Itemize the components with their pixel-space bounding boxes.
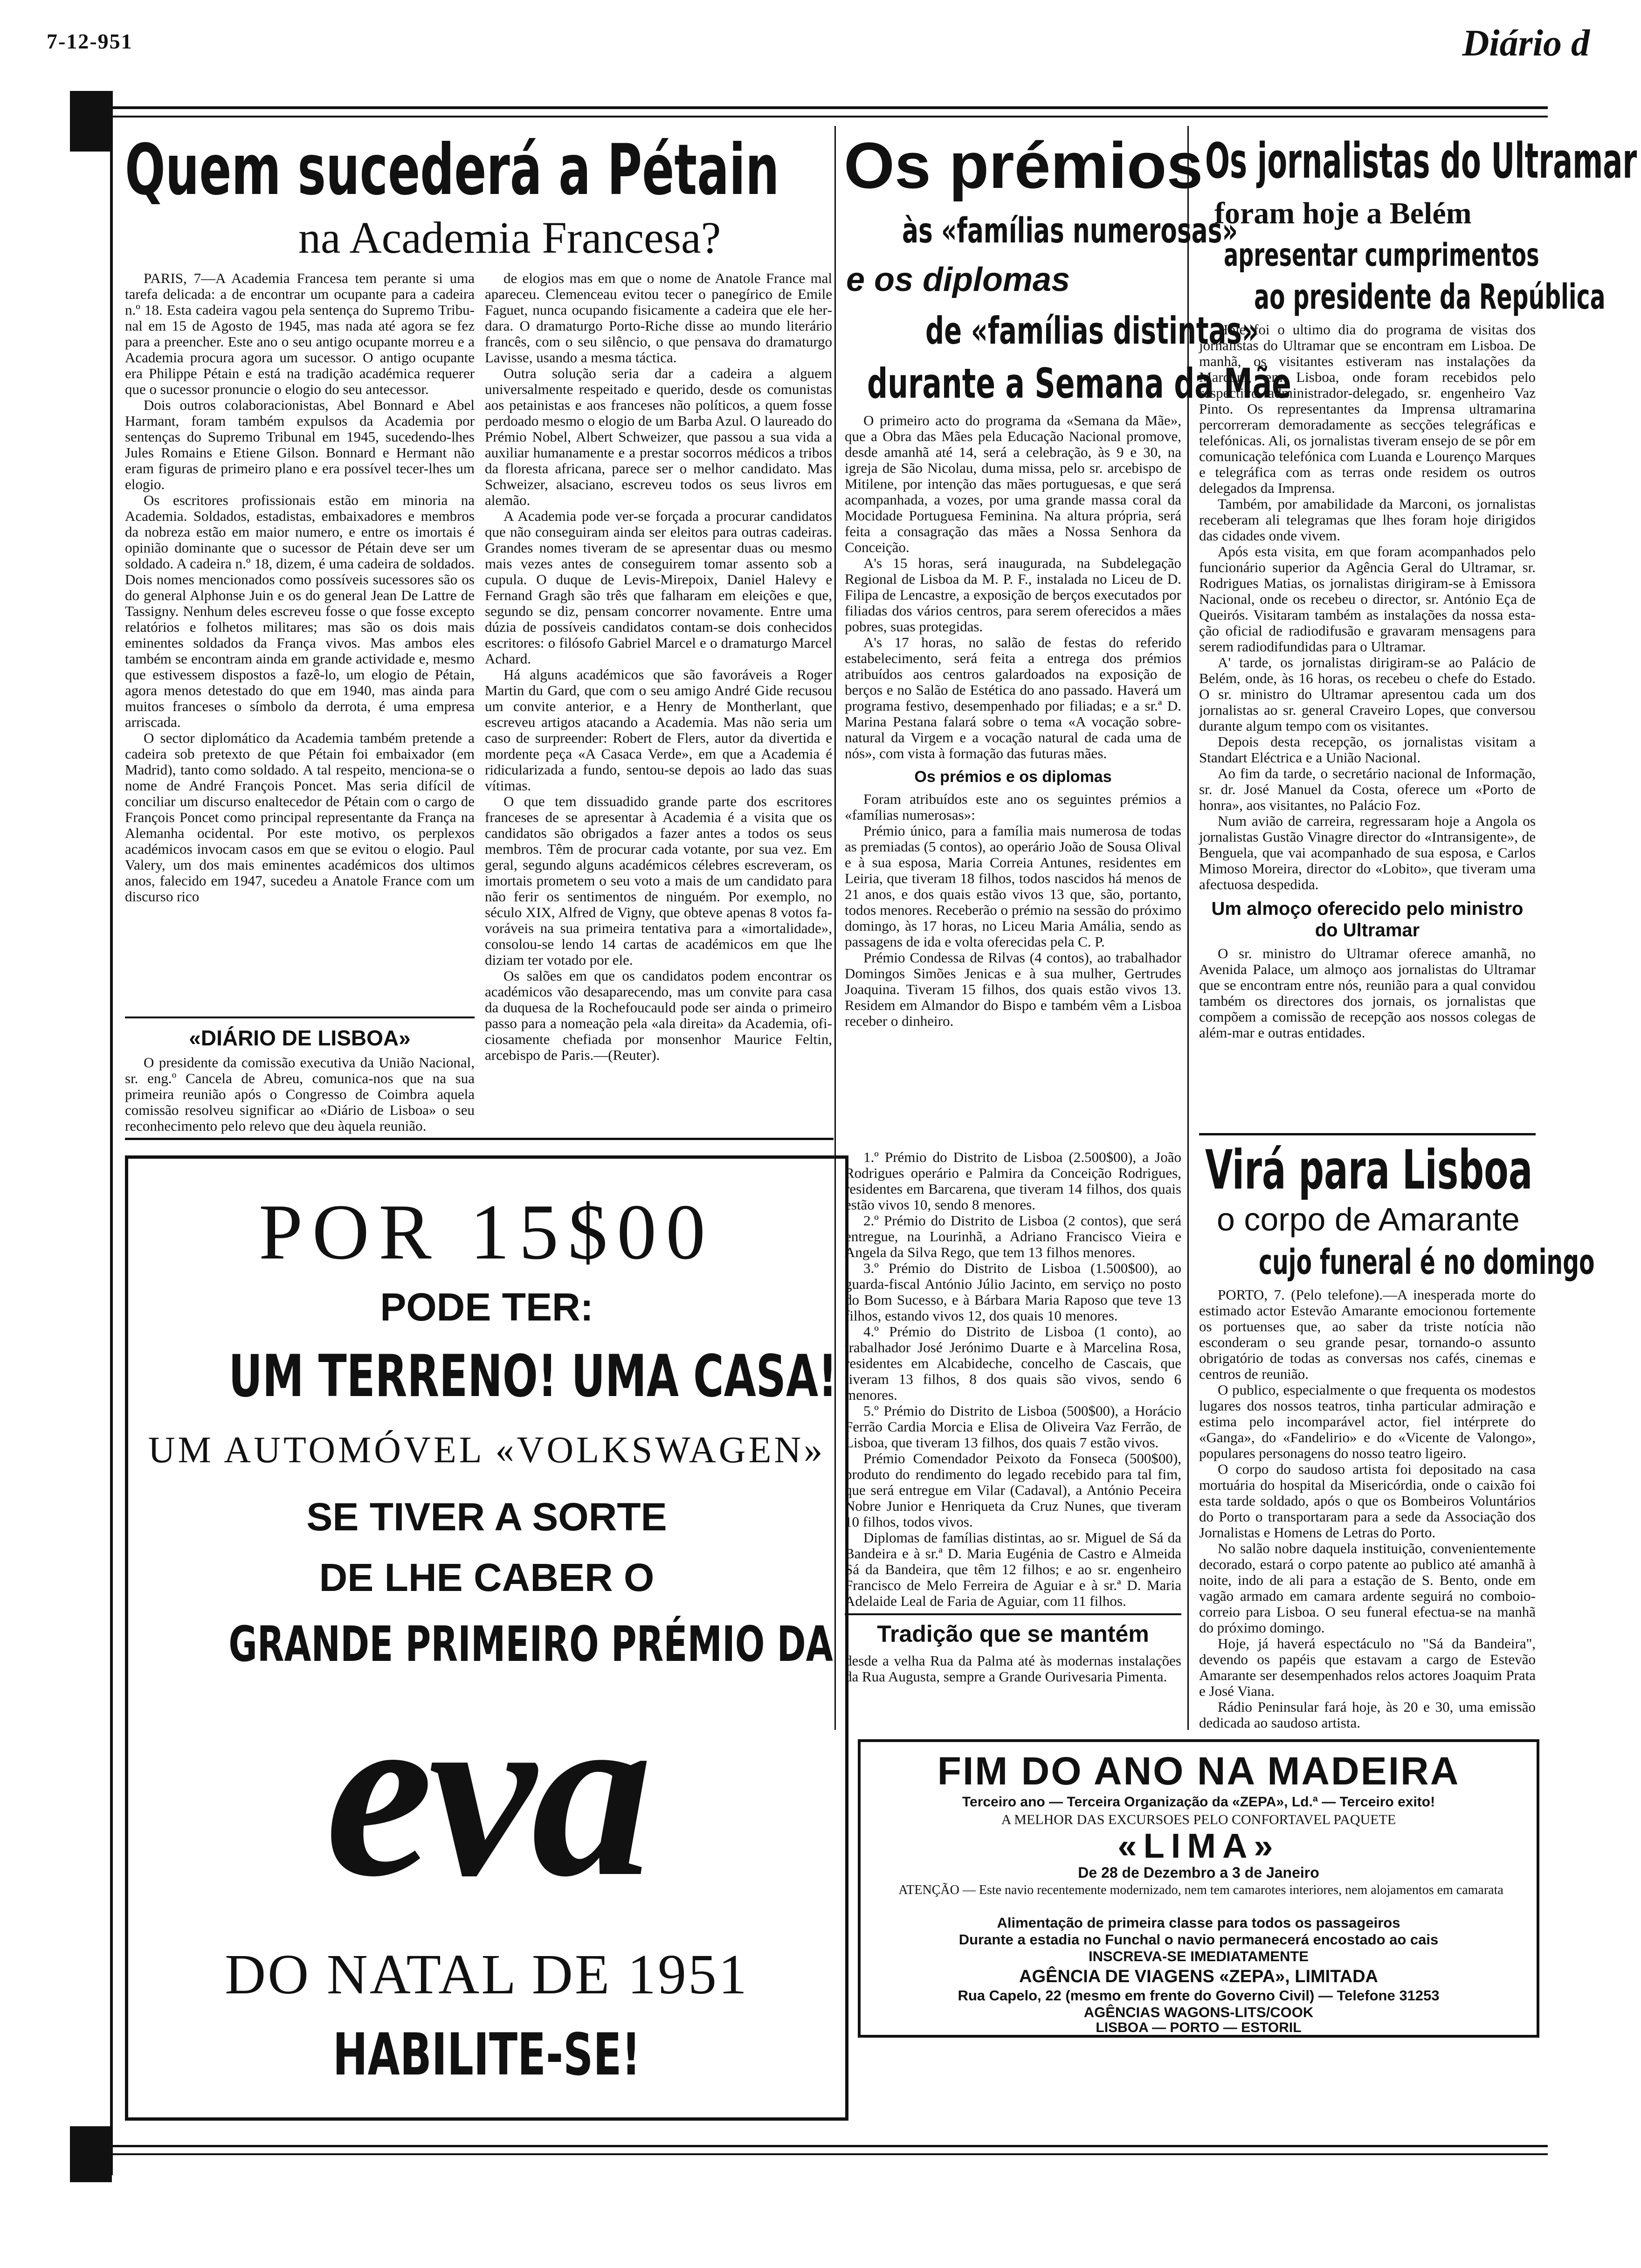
premios-paragraph: Prémio Comendador Peixoto da Fonseca (500$00), produto do rendimento do legado recebido para tal fim, que será entregue em Vilar (Cadaval), a António Peceira Nobre Junior e Henriqueta da Cruz Nunes, que tiveram 10 filhos, todos vivos. [845, 1450, 1181, 1530]
premios-paragraph: 2.º Prémio do Distrito de Lisboa (2 contos), que será entregue, na Lourinhã, a Adriano Francisco Vieira e Angela da Silva Rego, que tem 13 filhos menores. [845, 1212, 1181, 1260]
amarante-body [1199, 1286, 1536, 1731]
petain-paragraph: Outra solução seria dar a cadeira a alguem universalmente respeitado e querido, desde os comunistas aos petainistas e aos franceses não políticos, a quem fosse perdoado mesmo o elogio de um Barba Azul. O laureado do Prémio Nobel, Albert Schweizer, que passou a sua vida a auxiliar humanamente e a prestar socorros médicos a tribos da floresta africana, parece ser o melhor candidato. Mas Schweizer, alsaciano, escreveu todos os seus livros em alemão. [485, 365, 832, 508]
jornalistas-body [1199, 322, 1536, 1077]
bottom-rule-2 [112, 2153, 1548, 2155]
left-margin-bar-bottom [70, 2126, 112, 2182]
ad-automovel: UM AUTOMÓVEL «VOLKSWAGEN» [148, 1430, 826, 1471]
petain-paragraph: Os escritores profissionais estão em minoria na Academia. Soldados, estadistas, embaixadores e membros da nobreza estão em maior numero, e entre os imortais é opinião dominante que o sucessor de Pétain deve ser um soldado. A cadeira n.º 18, dizem, é uma cadeira de soldados. Dois nomes mencionados como possíveis sucessores são os do general Alphonse Juin e os do general Jean De Lattre de Tassigny. Nenhum deles escreveu fosse o que fosse excepto relatórios e folhetos militares; mas são os dois mais eminentes soldados da França vivos. Mas ambos eles também se encontram ainda em grande actividade e, mesmo que estivessem dispostos a fazê-lo, um elogio de Pétain, agora menos detestado do que em 1940, mas ainda para muitos franceses o símbolo da derrota, é uma empresa arriscada. [125, 492, 475, 730]
tradicao-box [845, 1653, 1181, 1704]
tradicao-rule [845, 1613, 1181, 1615]
zepa-ship-name: «LIMA» [1117, 1826, 1280, 1865]
tradicao-text: desde a velha Rua da Palma até às modernas instalações da Rua Augusta, sempre a Grande Ourivesaria Pimenta. [845, 1653, 1181, 1685]
jornalistas-subhead: Um almoço oferecido pelo ministro do Ultramar [1211, 899, 1524, 940]
premios-body [845, 413, 1181, 1149]
premios-paragraph: Prémio único, para a família mais numerosa de todas as premiadas (5 contos), ao operário João de Sousa Olival e à sua esposa, Maria Correia Antunes, residentes em Leiria, que tiveram 18 filhos, todos nascidos há menos de 21 anos, e dos quais estão vivos 13 que, são, portanto, todos menores. Receberão o prémio na sessão do próximo domingo, às 17 horas, no Liceu Maria Amália, sendo as passagens de ida e volta oferecidas pela C. P. [845, 823, 1181, 950]
zepa-cities: LISBOA — PORTO — ESTORIL [1096, 2020, 1302, 2035]
page-date: 7-12-951 [47, 29, 133, 53]
petain-paragraph: A Academia pode ver-se forçada a procurar candidatos que não conseguiram ainda ser eleitos para outras cadeiras. Grandes nomes tiveram de se apresentar duas ou mesmo mais vezes antes de conseguirem tomar assento sob a cupula. O duque de Levis-Mirepoix, Daniel Halevy e Fernand Gragh são três que falharam em eleições e que, segundo se diz, pensam concorrer novamente. Entre uma dúzia de possíveis candidatos contam-se dois conhecidos escritores: o filósofo Gabriel Marcel e o dramaturgo Marcel Achard. [485, 508, 832, 667]
amarante-paragraph: Hoje, já haverá espectáculo no "Sá da Bandeira", devendo os papéis que estavam a cargo de Estevão Amarante ser desempenhados relos actores Joaquim Prata e José Viana. [1199, 1635, 1536, 1699]
petain-paragraph: Há alguns académicos que são favoráveis a Roger Martin du Gard, que com o seu amigo André Gide recusou um convite anterior, e a Henry de Montherlant, que escreveu artigos atacando a Academia. Mas não seria um caso de surpreender: Robert de Flers, autor da divertida e mordente peça «A Casaca Verde», em que a Academia é ridicularizada a fundo, sentou-se depois ao lado das suas vítimas. [485, 666, 832, 794]
premios-paragraph: 3.º Prémio do Distrito de Lisboa (1.500$00), ao guarda-fiscal António Júlio Jacinto, em serviço no posto do Bom Sucesso, e à Bárbara Maria Raposo que teve 13 filhos, estando vivos 12, dos quais 10 menores. [845, 1260, 1181, 1324]
zepa-wagons-lits: AGÊNCIAS WAGONS-LITS/COOK [1083, 2004, 1314, 2020]
top-rule-1 [112, 106, 1548, 109]
premios-paragraph: 5.º Prémio do Distrito de Lisboa (500$00), a Horácio Ferrão Cardia Morcia e Elisa de Oliveira Vaz Ferrão, de Lisboa, que tiveram 13 filhos, dos quais 7 estão vivos. [845, 1403, 1181, 1451]
amarante-paragraph: PORTO, 7. (Pelo telefone).—A inesperada morte do estimado actor Estevão Amarante emocionou fortemente os portuenses que, ao saber da triste notícia não esconderam o seu grande pesar, tornando-o assunto obrigatório de todas as conversas nos cafés, cinemas e centros de reunião. [1199, 1286, 1536, 1382]
petain-subtitle: na Academia Francesa? [298, 213, 721, 263]
ad-top-rule [125, 1138, 834, 1140]
zepa-line-5: Durante a estadia no Funchal o navio permanecerá encostado ao cais [958, 1931, 1439, 1948]
jornalistas-paragraph: A' tarde, os jornalistas dirigiram-se ao Palácio de Belém, onde, às 16 horas, os recebeu o chefe do Estado. O sr. ministro do Ultramar apresentou cada um dos jornalistas ao sr. general Craveiro Lopes, que conversou durante algum tempo com os visitantes. [1199, 654, 1536, 734]
premios-sub3: de «famílias distintas» [925, 309, 1259, 353]
premios-body-cont [845, 1149, 1181, 1611]
petain-paragraph: O sector diplomático da Academia também pretende a cadeira sob pretexto de que Pétain foi embaixador (em Madrid), tanto como soldado. A tal respeito, menciona-se o nome de André François Poncet. Mas seria difícil de conciliar um discurso enaltecedor de Pétain com o cargo de François Poncet como principal representante da França na Alemanha ocidental. Por este motivo, os perplexos académicos invocam casos em que se evitou o elogio. Paul Valery, um dos mais eminentes académicos dos ultimos anos, falecido em 1947, sucedeu a Anatole France com um discurso rico [125, 730, 475, 905]
bottom-rule-1 [112, 2145, 1548, 2147]
amarante-paragraph: No salão nobre daquela instituição, convenientemente decorado, estará o corpo patente ao publico até amanhã à noite, indo de ali para a estação de S. Bento, onde em vagão armado em camara ardente seguirá no comboio-correio para Lisboa. O seu funeral efectua-se na manhã do próximo domingo. [1199, 1540, 1536, 1636]
premios-sub4: durante a Semana da Mãe [867, 360, 1291, 408]
premios-paragraph: A's 17 horas, no salão de festas do referido estabelecimento, será feita a entrega dos prémios atribuídos aos centros galardoados na exposição de berços e no Salão de Estética do ano passado. Haverá um programa festivo, desempenhado por filiadas; e a sr.ª D. Marina Pestana falará sobre o tema «A vocação sobrenatural da Virgem e a vocação natural de cada uma de nós», com vista à formação das futuras mães. [845, 634, 1181, 761]
amarante-paragraph: O publico, especialmente o que frequenta os modestos lugares dos nossos teatros, tinha particular admiração e estima pelo incomparável actor, fiel intérprete do «Ganga», do «Fandelirio» e do «Vicente de Valongo», populares personagens do nosso teatro ligeiro. [1199, 1382, 1536, 1461]
ad-pode-ter: PODE TER: [380, 1285, 593, 1329]
diario-box-text: O presidente da comissão executiva da União Nacional, sr. eng.º Cancela de Abreu, comunica-nos que na sua primeira reunião após o Congresso de Coimbra aquela comissão resolveu significar ao «Diário de Lisboa» o seu reconhecimento pelo relevo que deu àquela reunião. [125, 1054, 475, 1134]
petain-paragraph: Os salões em que os candidatos podem encontrar os académicos vão desaparecendo, mas um convite para casa da duquesa de la Rochefoucauld pode ser ainda o primeiro passo para a nomeação pela «ala direita» da Academia, oficiosamente chefiada por monsenhor Maurice Feltin, arcebispo de Paris.—(Reuter). [485, 968, 832, 1063]
zepa-line-4: Alimentação de primeira classe para todos os passageiros [997, 1915, 1400, 1931]
petain-paragraph: Dois outros colaboracionistas, Abel Bonnard e Abel Harmant, foram também expulsos da Academia por sentenças do Supremo Tribunal em 1945, sucedendo-lhes Jules Romains e Etiene Gilson. Bonnard e Hermant não eram figuras de primeiro plano e era possível tecer-lhes um elogio. [125, 397, 475, 492]
zepa-title: FIM DO ANO NA MADEIRA [937, 1749, 1460, 1793]
premios-paragraph: Diplomas de famílias distintas, ao sr. Miguel de Sá da Bandeira e à sr.ª D. Maria Eugénia de Castro e Almeida Sá da Bandeira, que têm 12 filhos; e ao sr. engenheiro Francisco de Melo Ferreira de Aguiar e à sr.ª D. Maria Adelaide Leal de Faria de Aguiar, com 11 filhos. [845, 1529, 1181, 1609]
premios-sub2: e os diplomas [846, 261, 1070, 298]
premios-paragraph: Prémio Condessa de Rilvas (4 contos), ao trabalhador Domingos Simões Jenicas e à sua mulher, Gertrudes Joaquina. Tiveram 15 filhos, dos quais estão vivos 13. Residem em Almandor do Bispo e também vêm a Lisboa receber o dinheiro. [845, 949, 1181, 1029]
petain-paragraph: de elogios mas em que o nome de Anatole France mal apareceu. Clemenceau evitou tecer o panegírico de Emile Faguet, nunca ocupando fisicamente a cadeira que ele herdara. O dramaturgo Porto-Riche disse ao mundo literário francês, com o seu silêncio, o que pensava do dramaturgo Lavisse, usando a mesma táctica. [485, 270, 832, 366]
eva-logo: eva [325, 1659, 648, 1927]
ad-terreno-casa: UM TERRENO! UMA CASA! [228, 1343, 837, 1410]
premios-paragraph: 1.º Prémio do Distrito de Lisboa (2.500$00), a João Rodrigues operário e Palmira da Conceição Rodrigues, residentes em Barcarena, que tiveram 14 filhos, dos quais estão vivos 10, sendo 8 menores. [845, 1149, 1181, 1213]
zepa-line-6: INSCREVA-SE IMEDIATAMENTE [1089, 1948, 1309, 1964]
jornalistas-paragraph: Também, por amabilidade da Marconi, os jornalistas receberam ali telegramas que lhes foram hoje dirigidos das cidades onde vivem. [1199, 496, 1536, 544]
ad-price: POR 15$00 [258, 1188, 715, 1276]
petain-paragraph: O que tem dissuadido grande parte dos escritores franceses de se apresentar à Academia é a visita que os candidatos são obrigados a fazer antes a todos os seus membros. Têm de procurar cada votante, por sua vez. Em geral, segundo alguns académicos célebres escreveram, os imortais prometem o seu voto a mais de um candidato para não ferir os sentimentos de ninguém. Por exemplo, no século XIX, Alfred de Vigny, que obteve apenas 8 votos favoráveis na sua primeira tentativa para a «imortalidade», consolou-se lendo 14 cartas de académicos em que lhe diziam ter votado por ele. [485, 793, 832, 968]
diario-box-title: «DIÁRIO DE LISBOA» [189, 1026, 411, 1050]
premios-paragraph: Foram atribuídos este ano os seguintes prémios a «famílias numerosas»: [845, 791, 1181, 823]
jornalistas-sub1: foram hoje a Belém [1214, 196, 1472, 230]
diario-box [125, 1026, 475, 1134]
petain-title: Quem sucederá a Pétain [125, 130, 779, 211]
amarante-sub2: cujo funeral é no domingo [1259, 1242, 1595, 1282]
ad-caber: DE LHE CABER O [319, 1556, 655, 1599]
jornalistas-paragraph: Depois desta recepção, os jornalistas visitam a Standart Eléctrica e a União Nacional. [1199, 733, 1536, 766]
top-rule-2 [112, 116, 1548, 118]
zepa-line-3: ATENÇÃO — Este navio recentemente modernizado, nem tem camarotes interiores, nem alojamentos em camarata [898, 1883, 1503, 1897]
left-margin-bar-top [70, 91, 112, 152]
diario-box-rule [125, 1016, 475, 1018]
jornalistas-sub2: apresentar cumprimentos [1224, 237, 1539, 274]
ad-habilite: HABILITE-SE! [332, 2021, 641, 2088]
jornalistas-sub3: ao presidente da República [1254, 277, 1606, 317]
jornalistas-paragraph: Ao fim da tarde, o secretário nacional de Informação, sr. dr. José Manuel da Costa, oferece um «Porto de honra», aos visitantes, no Palácio Foz. [1199, 765, 1536, 813]
premios-title: Os prémios [844, 129, 1203, 202]
zepa-madeira-ad [858, 1739, 1539, 2038]
jornalistas-paragraph: O sr. ministro do Ultramar oferece amanhã, no Avenida Palace, um almoço aos jornalistas do Ultramar que se encontram entre nós, reunião para a qual convidou também os directores dos jornais, os jornalistas que compõem a comissão de recepção aos nossos colegas de além-mar e outras entidades. [1199, 945, 1536, 1041]
petain-column-1 [125, 270, 475, 1012]
masthead: Diário d [1462, 23, 1590, 64]
premios-paragraph: A's 15 horas, será inaugurada, na Subdelegação Regional de Lisboa da M. P. F., instalada no Liceu de D. Filipa de Lencastre, a exposição de berços executados por filiadas dos vários centros, para serem oferecidos a mães pobres, suas protegidas. [845, 555, 1181, 635]
premios-paragraph: 4.º Prémio do Distrito de Lisboa (1 conto), ao trabalhador José Jerónimo Duarte e à Marcelina Rosa, residentes em Alcabideche, concelho de Cascais, que tiveram 13 filhos, 8 dos quais são vivos, sendo 6 menores. [845, 1323, 1181, 1403]
amarante-rule [1199, 1133, 1536, 1135]
premios-sub1: às «famílias numerosas» [902, 211, 1238, 251]
amarante-title: Virá para Lisboa [1205, 1139, 1533, 1202]
eva-lottery-ad [125, 1155, 848, 2121]
ad-natal: DO NATAL DE 1951 [225, 1943, 749, 2006]
zepa-dates: De 28 de Dezembro a 3 de Janeiro [1078, 1864, 1319, 1881]
zepa-line-2: A MELHOR DAS EXCURSOES PELO CONFORTAVEL PAQUETE [1001, 1812, 1396, 1827]
petain-column-2 [485, 270, 832, 1124]
zepa-address: Rua Capelo, 22 (mesmo em frente do Governo Civil) — Telefone 31253 [958, 1987, 1440, 2004]
amarante-paragraph: O corpo do saudoso artista foi depositado na casa mortuária do hospital da Misericórdia, onde o caixão foi esta tarde soldado, após o que os Bombeiros Voluntários do Porto o transportaram para a sede da Associação dos Jornalistas e Homens de Letras do Porto. [1199, 1461, 1536, 1541]
ad-grande-premio: GRANDE PRIMEIRO PRÉMIO DA [228, 1616, 833, 1673]
petain-paragraph: PARIS, 7—A Academia Francesa tem perante si uma tarefa delicada: a de encontrar um ocupante para a cadeira n.º 18. Esta cadeira vagou pela sentença do Supremo Tribunal em 15 de Agosto de 1945, mas nada até agora se fez para a preencher. Este ano o seu antigo ocupante morreu e a Academia procura agora um sucessor. O antigo ocupante era Philippe Pétain e está na tradição académica requerer que o sucessor pronuncie o elogio do seu antecessor. [125, 270, 475, 397]
zepa-line-1: Terceiro ano — Terceira Organização da «ZEPA», Ld.ª — Terceiro exito! [962, 1794, 1435, 1810]
amarante-paragraph: Rádio Peninsular fará hoje, às 20 e 30, uma emissão dedicada ao saudoso artista. [1199, 1699, 1536, 1731]
left-margin-line [110, 91, 113, 2175]
premios-subhead: Os prémios e os diplomas [914, 768, 1112, 786]
zepa-agency: AGÊNCIA DE VIAGENS «ZEPA», LIMITADA [1019, 1967, 1378, 1986]
ad-sorte: SE TIVER A SORTE [306, 1495, 667, 1539]
premios-paragraph: O primeiro acto do programa da «Semana da Mãe», que a Obra das Mães pela Educação Nacional promove, desde amanhã até 14, será a celebração, às 9 e 30, na igreja de São Nicolau, duma missa, pelo sr. arcebispo de Mitilene, por intenção das mães portuguesas, e que será acompanhada, a vozes, por uma grande massa coral da Mocidade Portuguesa Feminina. Na altura própria, será feita a consagração das mães a Nossa Senhora da Conceição. [845, 412, 1181, 555]
jornalistas-paragraph: Hoje foi o ultimo dia do programa de visitas dos jornalistas do Ultramar que se encontram em Lisboa. De manhã, os visitantes estiveram nas instalações da Marconi, em Lisboa, onde foram recebidos pelo respectivo administrador-delegado, sr. engenheiro Vaz Pinto. Os representantes da Imprensa ultramarina percorreram demoradamente as secções telegráficas e telefónicas. Ali, os jornalistas tiveram ensejo de se pôr em comunicação telefónica com Luanda e Lourenço Marques e telegráfica com as terras onde residem os outros delegados da Imprensa. [1199, 321, 1536, 496]
tradicao-title: Tradição que se mantém [877, 1621, 1149, 1647]
jornalistas-paragraph: Após esta visita, em que foram acompanhados pelo funcionário superior da Agência Geral do Ultramar, sr. Rodrigues Matias, os jornalistas dirigiram-se à Emissora Nacional, onde os recebeu o director, sr. António Eça de Queirós. Visitaram também as instalações da nossa estação oficial de radiodifusão e gravaram mensagens para serem radiodifundidas para o Ultramar. [1199, 543, 1536, 655]
jornalistas-title: Os jornalistas do Ultramar [1205, 132, 1637, 189]
amarante-sub1: o corpo de Amarante [1217, 1201, 1520, 1238]
jornalistas-paragraph: Num avião de carreira, regressaram hoje a Angola os jornalistas Gustão Vinagre director do «Intransigente», de Benguela, que vai acompanhado de sua esposa, e Carlos Mimoso Moreira, director do «Lobito», que tiveram uma afectuosa despedida. [1199, 813, 1536, 892]
